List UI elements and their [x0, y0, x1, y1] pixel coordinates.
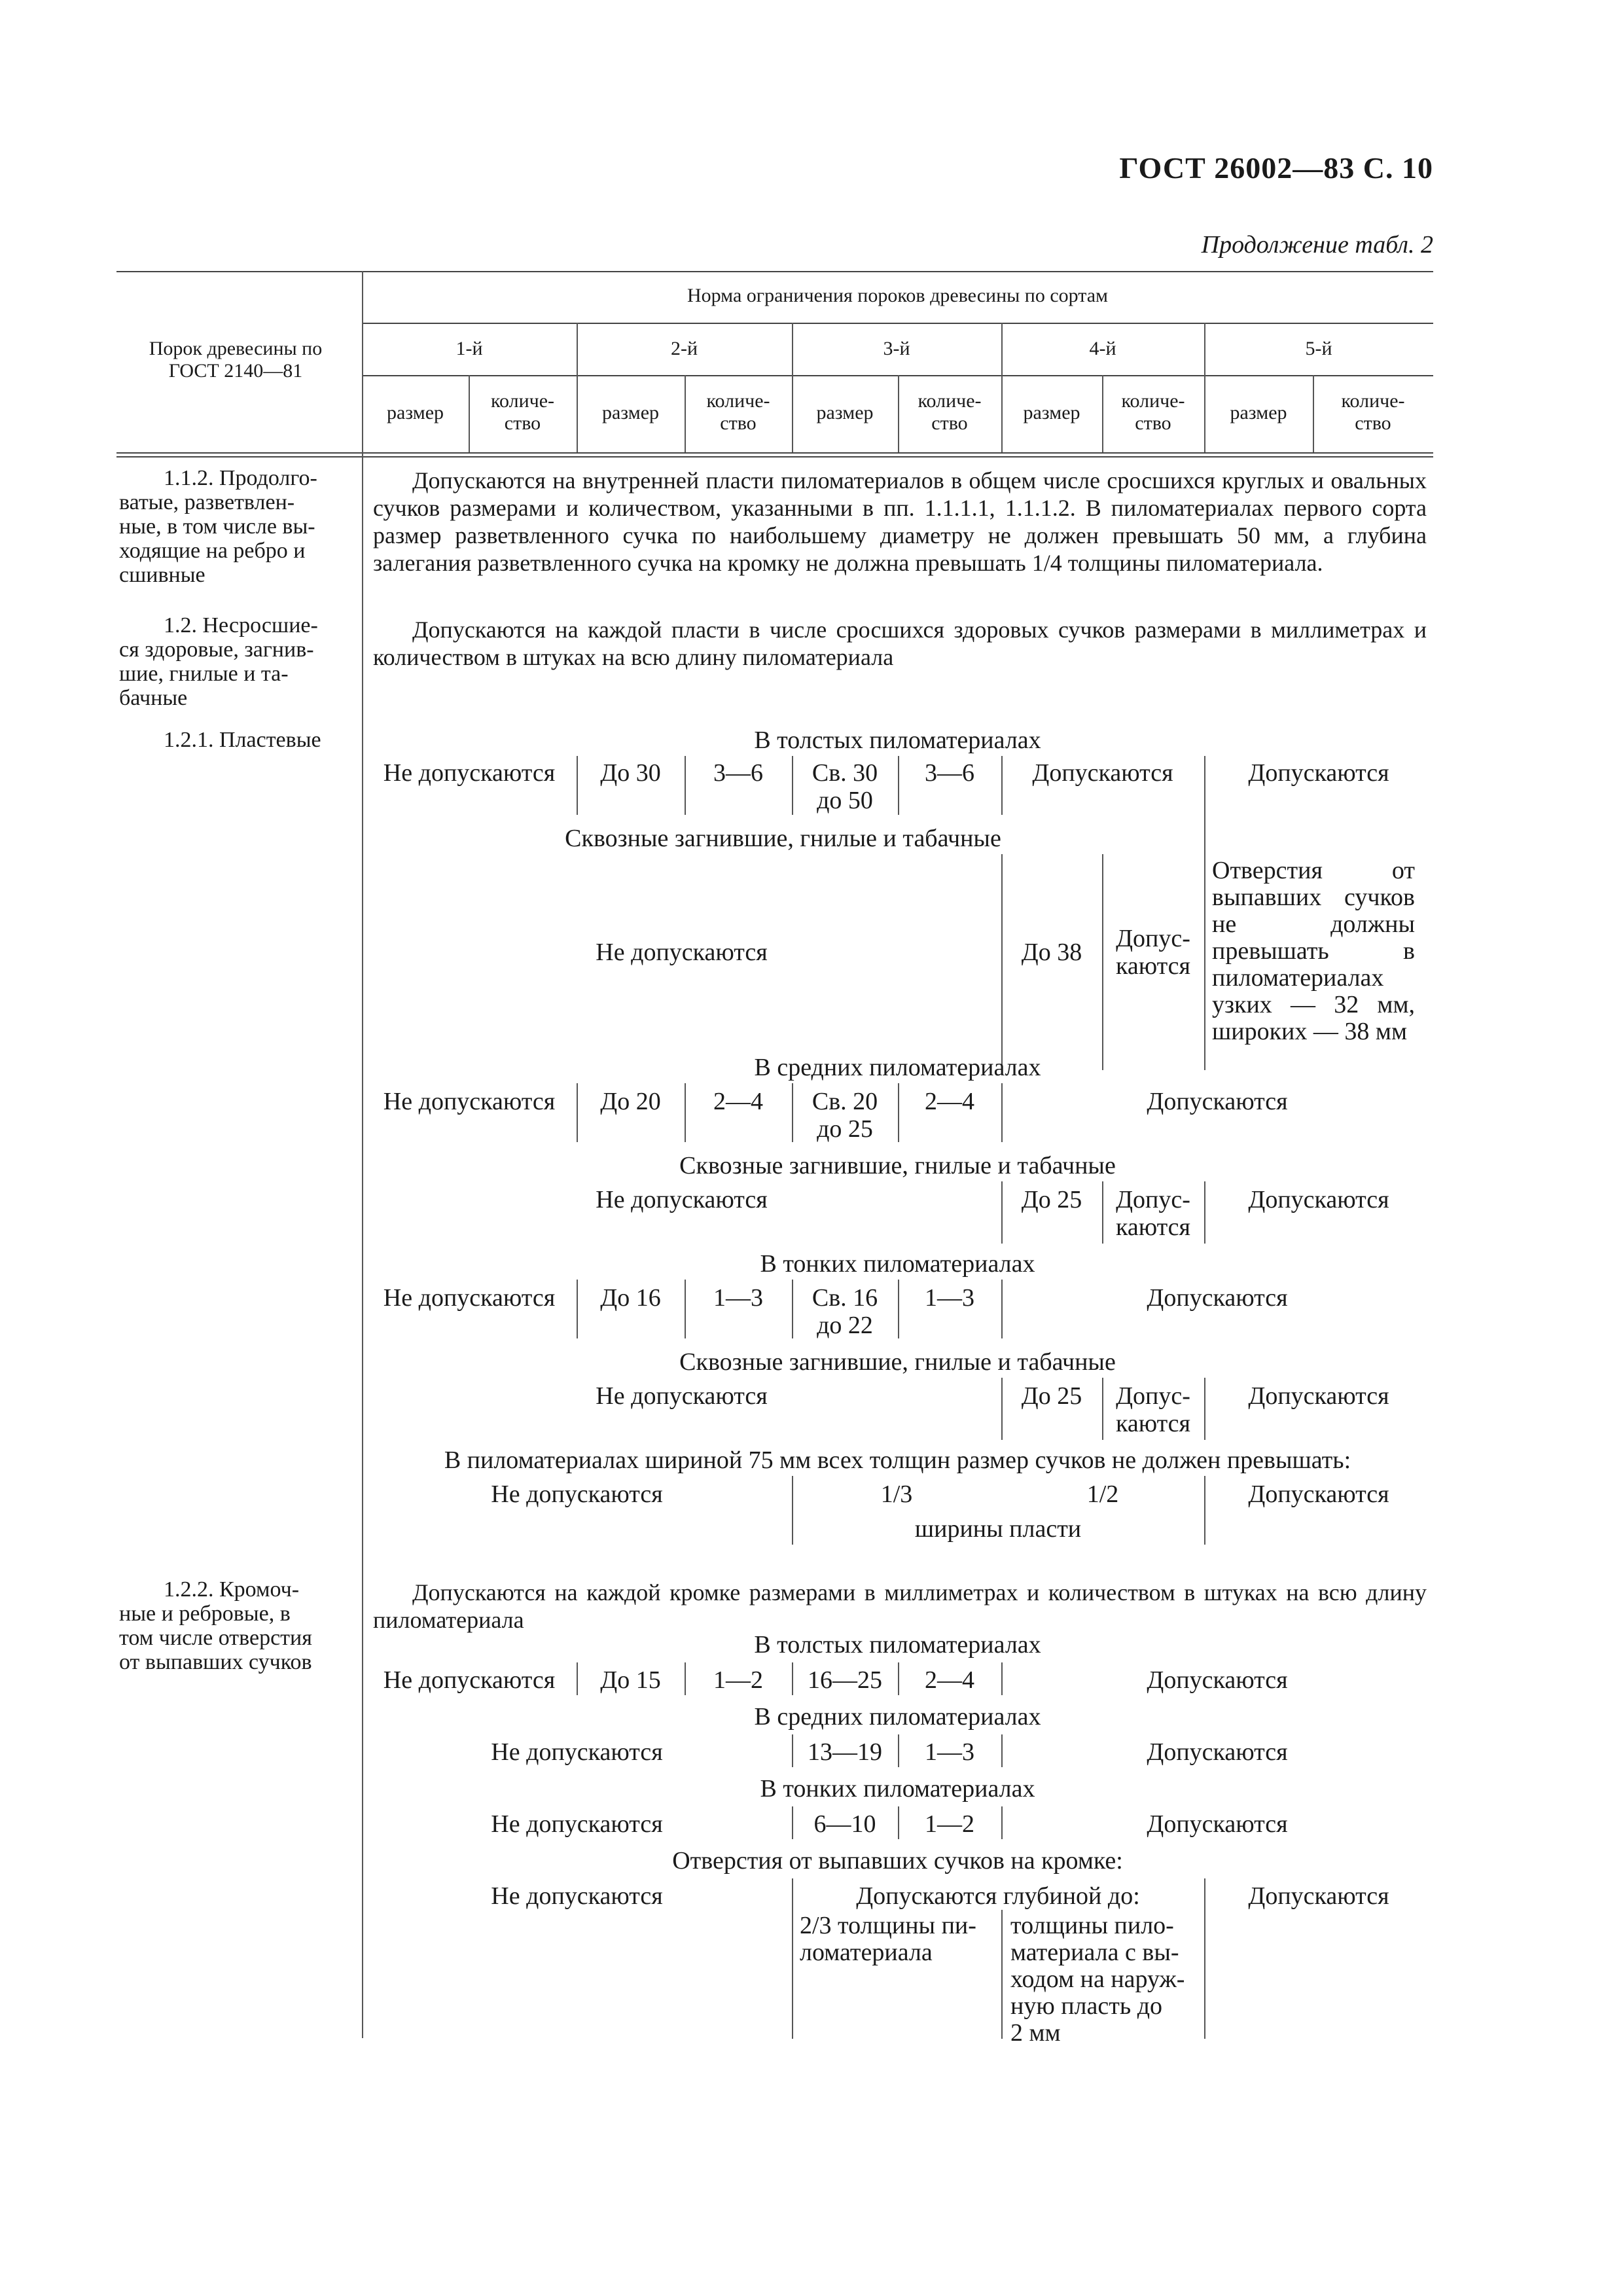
edge-thin-g4-5: Допускаются [1147, 1810, 1288, 1838]
count-header: количе- ство [918, 390, 982, 434]
medium-through-heading: Сквозные загнившие, гнилые и табачные [679, 1152, 1116, 1179]
edge-holes-depth: Допускаются глубиной до: [856, 1882, 1140, 1910]
w75-g4: 1/2 [1086, 1480, 1119, 1508]
thick-through-g4-size: До 38 [1021, 939, 1082, 966]
thick-through-heading: Сквозные загнившие, гнилые и табачные [565, 825, 1001, 852]
edge-thin-heading: В тонких пиломатериалах [760, 1775, 1035, 1803]
text-1-2: Допускаются на каждой пласти в числе сросшихся здоровых сучков размерами в миллиметрах и количеством в штуках на всю длину пиломатериала [373, 617, 1427, 670]
edge-holes-g5: Допускаются [1248, 1882, 1389, 1910]
thin-through-g4-count: Допус- каются [1115, 1382, 1191, 1437]
edge-medium-heading: В средних пиломатериалах [754, 1703, 1041, 1731]
thin-g3-count: 1—3 [925, 1284, 974, 1312]
thick-g1: Не допускаются [383, 759, 556, 787]
text-1-2-2: Допускаются на каждой кромке размерами в миллиметрах и количеством в штуках на всю длину пиломатериала [373, 1579, 1427, 1633]
count-header: количе- ство [706, 390, 770, 434]
count-header: количе- ство [1121, 390, 1185, 434]
size-header: размер [1023, 402, 1080, 423]
thick-g4: Допускаются [1032, 759, 1173, 787]
count-header: количе- ство [1341, 390, 1405, 434]
edge-thick-heading: В толстых пиломатериалах [754, 1631, 1041, 1659]
edge-thick-g2-count: 1—2 [713, 1666, 763, 1694]
edge-thin-g1-2: Не допускаются [491, 1810, 663, 1838]
edge-thick-g2-size: До 15 [600, 1666, 661, 1694]
thin-through-g1-3: Не допускаются [596, 1382, 768, 1410]
w75-width-of-face: ширины пласти [914, 1515, 1082, 1543]
thick-g3-size: Св. 30 до 50 [812, 759, 878, 814]
w75-g3: 1/3 [880, 1480, 913, 1508]
defect-1-2-1: 1.2.1. Пластевые [164, 728, 321, 752]
thick-g2-size: До 30 [600, 759, 661, 787]
medium-g2-count: 2—4 [713, 1088, 763, 1115]
edge-holes-heading: Отверстия от выпавших сучков на кромке: [672, 1847, 1123, 1874]
thick-through-g4-count: Допус- каются [1115, 925, 1191, 980]
edge-holes-g4: толщины пило- материала с вы- ходом на наруж- ную пласть до 2 мм [1010, 1912, 1185, 2047]
defect-1-1-2: 1.1.2. Продолго- ватые, разветвлен- ные, в том числе вы- ходящие на ребро и сшивные [119, 466, 317, 587]
w75-g1-2: Не допускаются [491, 1480, 663, 1508]
holes-note: Отверстия от выпавших сучков не должны превышать в пиломатериалах узких — 32 мм, широких — 38 мм [1212, 857, 1415, 1045]
col-line [1001, 1910, 1003, 2039]
size-header: размер [1230, 402, 1287, 423]
col-line [1204, 756, 1205, 1070]
thin-g3-size: Св. 16 до 22 [812, 1284, 878, 1339]
edge-thin-g3-size: 6—10 [813, 1810, 876, 1838]
head-bottom-rule-2 [116, 456, 1433, 457]
edge-thin-g3-count: 1—2 [925, 1810, 974, 1838]
thick-g5: Допускаются [1248, 759, 1389, 787]
table-top-rule [116, 271, 1433, 272]
thin-g2-count: 1—3 [713, 1284, 763, 1312]
defect-column-header: Порок древесины по ГОСТ 2140—81 [149, 338, 323, 382]
thick-heading: В толстых пиломатериалах [754, 726, 1041, 754]
edge-thick-g3-count: 2—4 [925, 1666, 974, 1694]
size-header: размер [386, 402, 444, 423]
defect-1-2-2: 1.2.2. Кромоч- ные и ребровые, в том числе отверстия от выпавших сучков [119, 1577, 312, 1674]
thin-through-heading: Сквозные загнившие, гнилые и табачные [679, 1348, 1116, 1376]
thin-g2-size: До 16 [600, 1284, 661, 1312]
medium-g3-count: 2—4 [925, 1088, 974, 1115]
thin-g4-5: Допускаются [1147, 1284, 1288, 1312]
grade-4-header: 4-й [1089, 338, 1116, 359]
edge-thick-g4-5: Допускаются [1147, 1666, 1288, 1694]
edge-medium-g1-2: Не допускаются [491, 1738, 663, 1766]
head-bottom-rule [116, 452, 1433, 454]
norm-header: Норма ограничения пороков древесины по сортам [687, 285, 1109, 306]
table-continuation: Продолжение табл. 2 [1201, 231, 1433, 259]
medium-g4-5: Допускаются [1147, 1088, 1288, 1115]
medium-through-g5: Допускаются [1248, 1186, 1389, 1213]
thin-through-g4-size: До 25 [1021, 1382, 1082, 1410]
thin-heading: В тонких пиломатериалах [760, 1250, 1035, 1278]
medium-heading: В средних пиломатериалах [754, 1054, 1041, 1081]
edge-medium-g3-size: 13—19 [808, 1738, 882, 1766]
thick-g3-count: 3—6 [925, 759, 974, 787]
thin-through-g5: Допускаются [1248, 1382, 1389, 1410]
medium-g3-size: Св. 20 до 25 [812, 1088, 878, 1143]
text-1-1-2: Допускаются на внутренней пласти пиломатериалов в общем числе сросшихся круглых и овальных сучков размерами и количеством, указанными в пп. 1.1.1.1, 1.1.1.2. В пиломатериалах первого сорта размер разветвленного сучка по наибольшему диаметру не должен превышать 50 мм, а глубина залегания разветвленного сучка на кромку не должна превышать 1/4 толщины пиломатериала. [373, 467, 1427, 576]
medium-g2-size: До 20 [600, 1088, 661, 1115]
medium-through-g4-count: Допус- каются [1115, 1186, 1191, 1241]
size-header: размер [601, 402, 660, 423]
edge-thick-g1: Не допускаются [383, 1666, 556, 1694]
w75-g5: Допускаются [1248, 1480, 1389, 1508]
grade-5-header: 5-й [1305, 338, 1332, 359]
medium-g1: Не допускаются [383, 1088, 556, 1115]
defect-1-2: 1.2. Несросшие- ся здоровые, загнив- шие, гнилые и та- бачные [119, 613, 318, 710]
size-header: размер [816, 402, 874, 423]
grade-3-header: 3-й [883, 338, 910, 359]
thick-g2-count: 3—6 [713, 759, 763, 787]
edge-holes-g3: 2/3 толщины пи- ломатериала [800, 1912, 976, 1966]
page-header: ГОСТ 26002—83 С. 10 [1119, 151, 1433, 185]
edge-holes-g1-2: Не допускаются [491, 1882, 663, 1910]
grade-1-header: 1-й [455, 338, 483, 359]
medium-through-g4-size: До 25 [1021, 1186, 1082, 1213]
norm-rule [362, 323, 1433, 324]
medium-through-g1-3: Не допускаются [596, 1186, 768, 1213]
thick-through-g1-3: Не допускаются [596, 939, 768, 966]
edge-thick-g3-size: 16—25 [808, 1666, 882, 1694]
edge-medium-g3-count: 1—3 [925, 1738, 974, 1766]
grade-2-header: 2-й [670, 338, 698, 359]
edge-medium-g4-5: Допускаются [1147, 1738, 1288, 1766]
thin-g1: Не допускаются [383, 1284, 556, 1312]
count-header: количе- ство [490, 390, 555, 434]
w75-heading: В пиломатериалах шириной 75 мм всех толщин размер сучков не должен превышать: [444, 1446, 1351, 1474]
